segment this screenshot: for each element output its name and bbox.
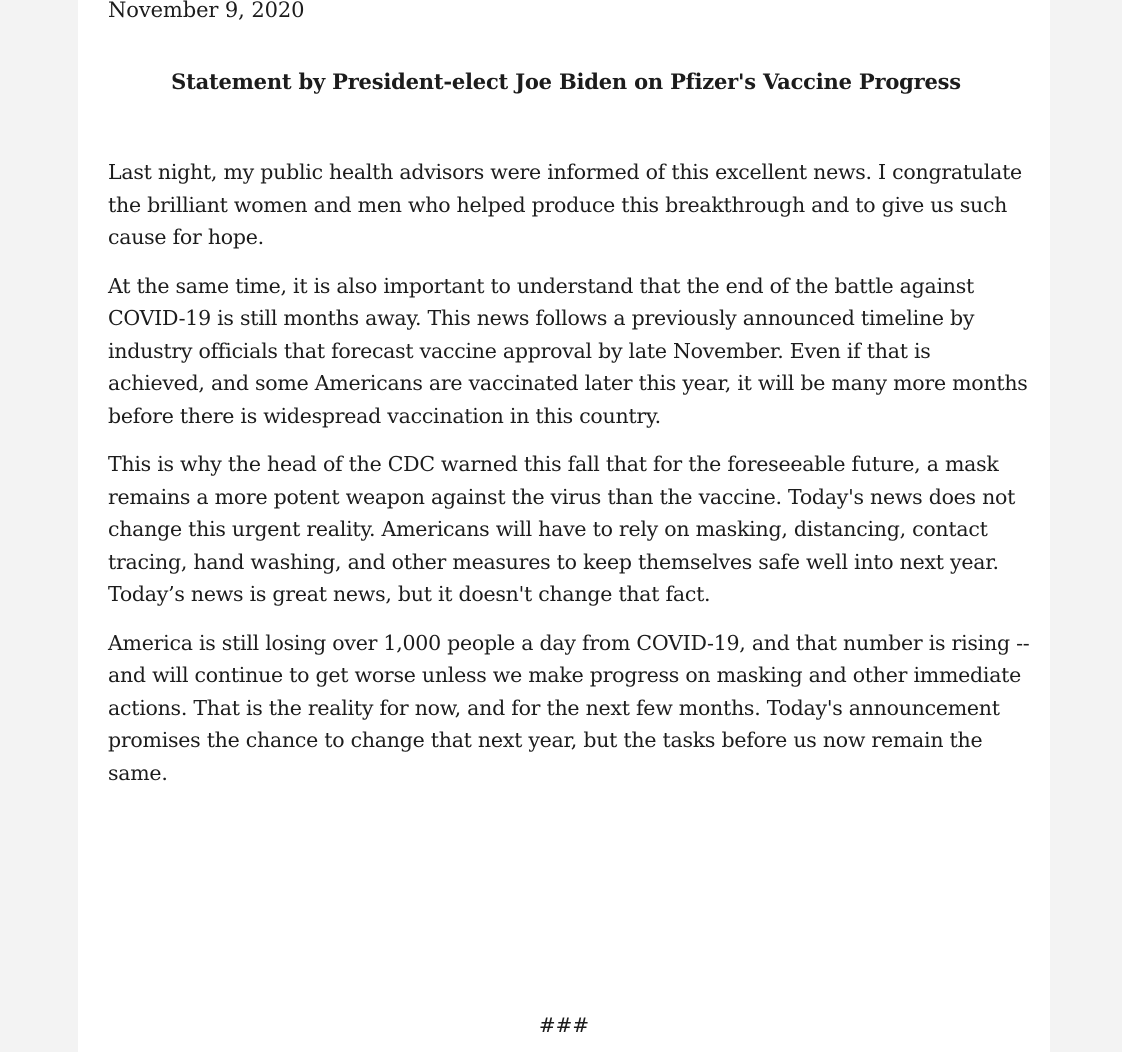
statement-date: November 9, 2020 <box>108 0 305 22</box>
statement-body <box>108 156 1030 805</box>
paragraph-2: At the same time, it is also important to understand that the end of the battle against COVID-19 is still months away. This news follows a previously announced timeline by industry officials that forecast vaccine approval by late November. Even if that is achieved, and some Americans are vaccinated later this year, it will be many more months before there is widespread vaccination in this country. <box>108 273 1028 428</box>
statement-title: Statement by President-elect Joe Biden on Pfizer's Vaccine Progress <box>171 69 961 94</box>
paragraph-3: This is why the head of the CDC warned this fall that for the foreseeable future, a mask remains a more potent weapon against the virus than the vaccine. Today's news does not change this urgent reality. Americans will have to rely on masking, distancing, contact tracing, hand washing, and other measures to keep themselves safe well into next year. Today’s news is great news, but it doesn't change that fact. <box>108 452 1016 606</box>
paragraph-4: America is still losing over 1,000 people a day from COVID-19, and that number is rising -- and will continue to get worse unless we make progress on masking and other immediate actions. That is the reality for now, and for the next few months. Today's announcement promises the chance to change that next year, but the tasks before us now remain the same. <box>108 630 1030 785</box>
paragraph-1: Last night, my public health advisors were informed of this excellent news. I congratulate the brilliant women and men who helped produce this breakthrough and to give us such cause for hope. <box>108 160 1022 249</box>
end-mark: ### <box>538 1013 590 1037</box>
statement-page <box>78 0 1050 1052</box>
